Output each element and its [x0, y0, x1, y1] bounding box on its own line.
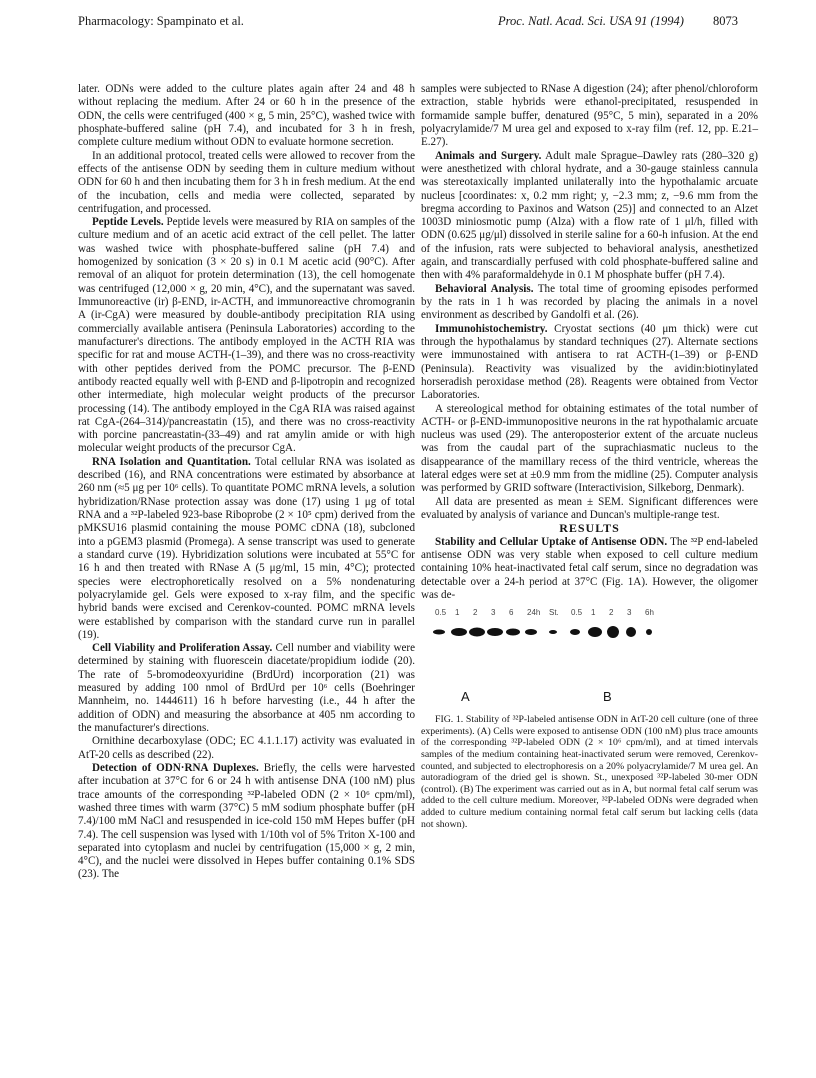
gel-lane-label: 1: [591, 608, 596, 618]
gel-band: [607, 626, 619, 638]
header-journal: Proc. Natl. Acad. Sci. USA 91 (1994): [498, 14, 684, 28]
section-heading-stability: Stability and Cellular Uptake of Antisense ODN.: [435, 535, 668, 548]
paragraph: Behavioral Analysis. The total time of grooming episodes performed by the rats in 1 h was recorded by placing the animals in a novel environment as described by Gandolfi et al. (26).: [421, 282, 759, 322]
results-heading: RESULTS: [559, 521, 620, 536]
gel-lane-label: 2: [473, 608, 478, 618]
gel-lane-labels: [435, 606, 745, 618]
paragraph: RNA Isolation and Quantitation. Total cellular RNA was isolated as described (16), and RNA concentrations were estimated by absorbance at 260 nm (≈5 μg per 10⁶ cells). To quantitate POMC mRNA levels, a solution hybridization/RNase protection assay was done (17) using 1 μg of total RNA and a ³²P-labeled 923-base Riboprobe (2 × 10⁵ cpm) derived from the pMKSU16 plasmid containing the mouse POMC cDNA (18), subcloned into a pGEM3 plasmid (Promega). A sense transcript was used to generate a standard curve (19). Hybridization solutions were incubated at 55°C for 16 h and then treated with RNase A (5 μg/ml, 15 min, 4°C); protected species were electrophoretically resolved on a 5% nondenaturing polyacrylamide gel. Gels were exposed to x-ray film, and the specific hybrid bands were excised and Cerenkov-counted. POMC mRNA levels were established by comparison with the standard curve run in parallel (19).: [78, 455, 415, 641]
running-header: [78, 10, 738, 32]
gel-band: [487, 628, 503, 636]
paragraph: Animals and Surgery. Adult male Sprague–Dawley rats (280–320 g) were anesthetized with chloral hydrate, and a 30-gauge stainless cannula was stereotaxically implanted unilaterally into the hypothalamic arcuate nucleus [coordinates: x, 0.2 mm right; y, −2.3 mm; z, −9.6 mm from the bregma according to Paxinos and Watson (25)] and connected to an Alzet 1003D miniosmotic pump (Alza) with a flow rate of 1 μl/h, filled with ODN (0.625 μg/μl) dissolved in sterile saline for a 60-h infusion. At the end of the infusion, rats were subjected to behavioral analysis, anesthetized again, and transcardially perfused with cold phosphate-buffered saline and then with 4% paraformaldehyde in 0.1 M phosphate buffer (pH 7.4).: [421, 149, 758, 282]
header-section-author: Pharmacology: Spampinato et al.: [78, 14, 244, 28]
section-heading-cell-viability: Cell Viability and Proliferation Assay.: [92, 642, 273, 655]
paragraph: In an additional protocol, treated cells were allowed to recover from the effects of the antisense ODN by seeding them in culture medium without ODN for 60 h and then incubating them for 3 h in fresh medium. At the end of the incubation, cells and media were collected, separated by centrifugation, and processed.: [78, 149, 415, 215]
gel-band: [469, 628, 485, 637]
gel-band: [646, 629, 652, 635]
paragraph: Ornithine decarboxylase (ODC; EC 4.1.1.17) activity was evaluated in AtT-20 cells as described (22).: [78, 735, 415, 761]
gel-band: [525, 629, 537, 635]
paragraph: Cell Viability and Proliferation Assay. Cell number and viability were determined by staining with fluorescein diacetate/propidium iodide (20). The rate of 5-bromodeoxyuridine (BrdUrd) incorporation (21) was measured by adding 100 nmol of BrdUrd per 10⁶ cells (Boehringer Mannheim, no. 1444611) 16 h before harvesting (i.e., 44 h after the addition of ODN) and measuring the absorbance at 405 nm according to the manufacturer's directions.: [78, 642, 415, 734]
gel-band: [626, 627, 636, 637]
page-number: 8073: [713, 14, 738, 28]
section-heading-peptide-levels: Peptide Levels.: [92, 216, 164, 229]
paragraph: A stereological method for obtaining estimates of the total number of ACTH- or β-END-immunopositive neurons in the rat hypothalamic arcuate nucleus was used (29). The anteroposterior extent of the arcuate nucleus was from the caudal part of the suprachiasmatic nucleus to the disappearance of the mamillary recess of the third ventricle, whereas the lateral edges were set at ±0.9 mm from the midline (25). Computer analysis was performed by GRID software (Interactivision, Silkeborg, Denmark).: [421, 402, 758, 495]
section-heading-rna-isolation: RNA Isolation and Quantitation.: [92, 455, 251, 468]
left-column: [78, 83, 415, 882]
section-heading-behavioral-analysis: Behavioral Analysis.: [435, 282, 534, 295]
figure-1: [421, 606, 758, 714]
paragraph: Immunohistochemistry. Cryostat sections (40 μm thick) were cut through the hypothalamus by standard techniques (27). Alternate sections were immunostained with antisera to rat ACTH-(1–39) or β-END (Peninsula). Reactivity was visualized by the avidin:biotinylated horseradish peroxidase method (28). Reagents were obtained from Vector Laboratories.: [421, 322, 758, 402]
gel-lane-label: 0.5: [571, 608, 583, 618]
gel-band: [570, 629, 580, 635]
panel-label-b: B: [603, 689, 612, 705]
gel-lane-label: 6h: [645, 608, 654, 618]
gel-band: [588, 627, 602, 637]
gel-band: [451, 628, 467, 636]
panel-label-a: A: [461, 689, 470, 705]
gel-band: [549, 630, 557, 634]
paragraph: Peptide Levels. Peptide levels were measured by RIA on samples of the culture medium and of an acetic acid extract of the cell pellet. The latter was washed twice with phosphate-buffered saline (pH 7.4) and homogenized by sonication (3 × 20 s) in 0.1 M acetic acid (90°C). After removal of an aliquot for protein determination (13), the cell homogenate was centrifuged (12,000 × g, 20 min, 4°C), and the supernatant was saved. Immunoreactive (ir) β-END, ir-ACTH, and immunoreactive chromogranin A (ir-CgA) were measured by double-antibody precipitation RIA using commercially available antisera (Peninsula Laboratories) according to the manufacturer's directions. The antibody employed in the ACTH RIA was specific for rat and mouse ACTH-(1–39), and there was no cross-reactivity with other peptides derived from the POMC precursor. The β-END antibody reacted equally well with β-END and β-lipotropin and recognized other intermediate, high molecular weight products of the precursor processing (14). The antibody employed in the CgA RIA was raised against rat CgA-(264–314)/pancreastatin (15), and there was no cross-reactivity with porcine pancreastatin-(33–49) and rat amylin amide or with high molecular weight products of the precursor CgA.: [78, 216, 415, 455]
gel-lane-label: St.: [549, 608, 559, 618]
section-heading-immunohistochemistry: Immunohistochemistry.: [435, 322, 548, 335]
section-heading-odn-rna-duplexes: Detection of ODN·RNA Duplexes.: [92, 761, 259, 774]
gel-lane-label: 24h: [527, 608, 541, 618]
gel-lane-label: 3: [491, 608, 496, 618]
paragraph: samples were subjected to RNase A digestion (24); after phenol/chloroform extraction, stable hybrids were ethanol-precipitated, resuspended in formamide sample buffer, denatured (95°C, 5 min), separated in a 20% polyacrylamide/7 M urea gel and exposed to x-ray film (ref. 12, pp. E.21–E.27).: [421, 83, 758, 149]
gel-lane-label: 1: [455, 608, 460, 618]
figure-caption: FIG. 1. Stability of ³²P-labeled antisense ODN in AtT-20 cell culture (one of three experiments). (A) Cells were exposed to antisense ODN (100 nM) plus trace amounts of the corresponding ³²P-labeled ODN (2 × 10⁶ cpm/ml), and at timed intervals samples of the medium containing heat-inactivated serum were removed, Cerenkov-counted, and subjected to electrophoresis on a 20% polyacrylamide/7 M urea gel. An autoradiogram of the dried gel is shown. St., unexposed ³²P-labeled 30-mer ODN (control). (B) The experiment was carried out as in A, but normal fetal calf serum was added to the cell culture medium. Moreover, ³²P-labeled ODNs were degraded when added to culture medium containing normal fetal calf serum but lacking cells (data not shown).: [421, 714, 758, 830]
paragraph: Detection of ODN·RNA Duplexes. Briefly, the cells were harvested after incubation at 37°C for 6 or 24 h with antisense DNA (100 nM) plus trace amounts of the corresponding ³²P-labeled ODN (2 × 10⁶ cpm/ml), washed three times with warm (37°C) 5 mM sodium phosphate buffer (pH 7.4)/100 mM NaCl and resuspended in ice-cold 150 mM Hepes buffer (pH 7.4). The cell suspension was lysed with 1/10th vol of 5% Triton X-100 and separated into cytoplasm and nuclei by centrifugation (15,000 × g, 2 min, 4°C), and the nuclei were dissolved in Hepes buffer containing 0.1% SDS (23). The: [78, 761, 415, 881]
gel-lane-label: 2: [609, 608, 614, 618]
paragraph: Stability and Cellular Uptake of Antisense ODN. The ³²P end-labeled antisense ODN was very stable when exposed to cell culture medium containing 10% heat-inactivated fetal calf serum, since no degradation was detectable over a 24-h period at 37°C (Fig. 1A). However, the oligomer was de-: [421, 535, 758, 601]
paragraph: later. ODNs were added to the culture plates again after 24 and 48 h without replacing the medium. After 24 or 60 h in the presence of the ODN, the cells were centrifuged (400 × g, 5 min, 25°C), washed twice with phosphate-buffered saline (pH 7.4), and incubated for 3 h in fresh, complete culture medium without ODN to evaluate hormone secretion.: [78, 83, 415, 149]
gel-autoradiogram: [433, 618, 733, 648]
gel-lane-label: 6: [509, 608, 514, 618]
gel-band: [506, 629, 520, 636]
right-column: [421, 83, 758, 830]
section-heading-animals-surgery: Animals and Surgery.: [435, 149, 542, 162]
gel-lane-label: 3: [627, 608, 632, 618]
gel-band: [433, 630, 445, 635]
gel-lane-label: 0.5: [435, 608, 447, 618]
paragraph: All data are presented as mean ± SEM. Significant differences were evaluated by analysis of variance and Duncan's multiple-range test.: [421, 495, 758, 521]
